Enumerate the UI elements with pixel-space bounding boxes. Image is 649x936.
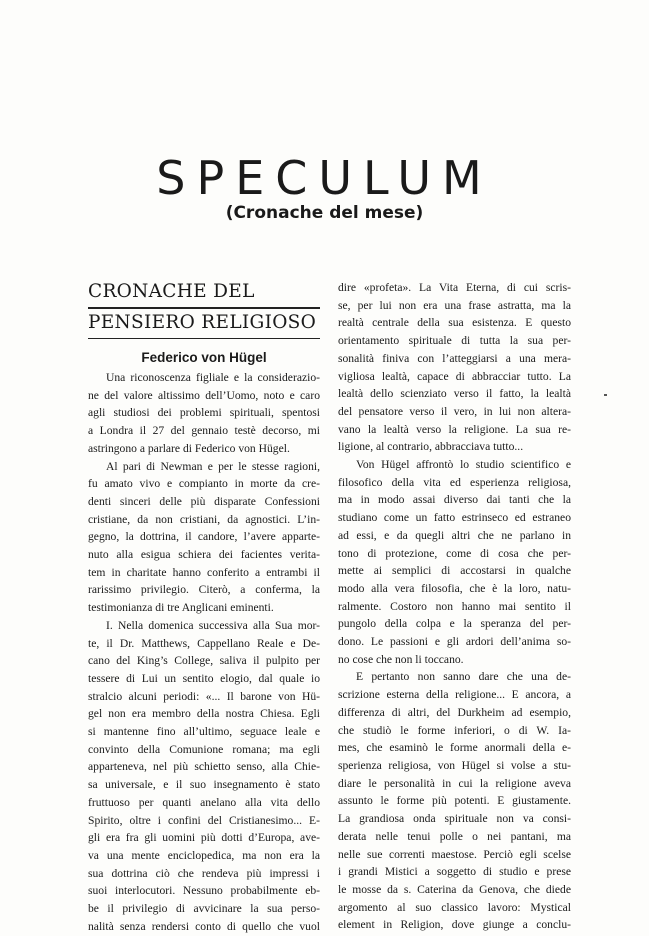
text-line: Spirito, oltre i confini del Cristianesimo... E-	[88, 813, 320, 827]
text-line: filosofico della vita ed esperienza religiosa,	[338, 475, 571, 489]
text-line: ralmente. Costoro non hanno mai sentito il	[338, 599, 571, 613]
text-line: modo alla vera filosofia, che è la loro, natu-	[338, 581, 571, 595]
text-line: si mantenne fino all’ultimo, seguace leale e	[88, 725, 320, 739]
text-line: diare le personalità in cui la religione aveva	[338, 776, 571, 790]
text-line: orientamento spirituale di tutta la sua per-	[338, 334, 571, 348]
text-line: che studiò le forme inferiori, o di W. Ia-	[338, 723, 571, 737]
text-line: a Londra il 27 del gennaio testè decorso, mi	[88, 424, 320, 438]
text-line: be il privilegio di avvicinare la sua perso-	[88, 902, 320, 916]
text-line: sperienza religiosa, von Hügel si volse a stu-	[338, 758, 571, 772]
text-line: nelle sue correnti maestose. Perciò egli scelse	[338, 847, 571, 861]
paragraph	[338, 668, 571, 934]
text-line: E pertanto non sanno dare che una de-	[356, 670, 571, 684]
text-line: La grandiosa onda spirituale non va consi-	[338, 812, 571, 826]
text-line: tessere di Lui un sentito elogio, dal quale io	[88, 671, 320, 685]
text-line: fruttuoso per quanti anelano alla vita dello	[88, 795, 320, 809]
right-column	[338, 279, 571, 934]
text-line: mes, che esaminò le forme anormali della e-	[338, 741, 571, 755]
paragraph	[338, 279, 571, 456]
text-line: lealtà dello scienziato verso il fatto, la lealtà	[338, 387, 571, 401]
article-title: Federico von Hügel	[141, 350, 267, 365]
text-line: derata nelle tenui polle o nei pantani, ma	[338, 829, 571, 843]
text-line: suoi interlocutori. Nessuno probabilmente eb-	[88, 884, 320, 898]
text-line: ad essi, e da quegli altri che ne parlano in	[338, 528, 571, 542]
text-line: stralcio alcuni periodi: «... Il barone von Hü-	[88, 689, 320, 703]
text-line: sa universale, e il suo insegnamento è stato	[88, 778, 320, 792]
text-line: i grandi Mistici a soggetto di studio e prese	[338, 865, 571, 879]
text-line: le mosse da s. Caterina da Genova, che diede	[338, 882, 571, 896]
text-line: denti sinceri delle più disparate Confessioni	[88, 494, 320, 508]
page-title: SPECULUM	[156, 151, 493, 205]
text-line: testimonianza di tre Anglicani eminenti.	[88, 601, 274, 615]
text-line: ne del valore altissimo dell’Uomo, noto e caro	[88, 388, 320, 402]
text-line: tono di protezione, come di cosa che per-	[338, 546, 571, 560]
text-line: nuto alla esigua schiera dei facientes veritа-	[88, 548, 320, 562]
text-line: vano la lealtà verso la religione. La sua re-	[338, 422, 571, 436]
text-line: element in Religion, dove giunge a conclu-	[338, 918, 571, 932]
text-line: pungolo della colpa e la speranza del per-	[338, 617, 571, 631]
text-line: scrizione esterna della religione... E ancora, a	[338, 688, 571, 702]
heading-rule-top	[88, 307, 320, 309]
text-line: gegno, la dottrina, il candore, l’avere apparte-	[88, 530, 320, 544]
margin-mark	[604, 394, 607, 396]
section-heading-line2: PENSIERO RELIGIOSO	[88, 311, 317, 333]
text-line: fu amato vivo e compianto in morte da cre-	[88, 477, 320, 491]
text-line: vigliosa lealtà, capace di abbracciar tutto. La	[338, 369, 571, 383]
text-line: del pensatore verso il vero, in lui non altera-	[338, 404, 571, 418]
text-line: sua dottrina ciò che rendeva più impressi i	[88, 866, 320, 880]
text-line: assunto le forme più potenti. E giustamente.	[338, 794, 571, 808]
text-line: Von Hügel affrontò lo studio scientifico e	[356, 458, 571, 472]
text-line: cristiane, da non cristiani, da agnostici. L’in-	[88, 512, 320, 526]
text-line: realtà centrale della sua esistenza. E questo	[338, 316, 571, 330]
text-line: agli studiosi dei problemi spirituali, spentosi	[88, 406, 320, 420]
text-line: Al pari di Newman e per le stesse ragioni,	[106, 459, 320, 473]
text-line: no cose che non li toccano.	[338, 652, 464, 666]
text-line: argomento al suo classico lavoro: Mystical	[338, 900, 571, 914]
paragraph	[88, 617, 320, 936]
text-line: mette ai semplici di accostarsi in qualche	[338, 564, 571, 578]
text-line: dire «profeta». La Vita Eterna, di cui scris-	[338, 281, 571, 294]
text-line: astringono a parlare di Federico von Hügel.	[88, 441, 290, 455]
text-line: ma in modo assai diverso dai tanti che la	[338, 493, 571, 507]
left-column-text	[88, 369, 320, 936]
text-line: se, per lui non era una frase astratta, ma la	[338, 298, 571, 312]
page-subtitle: (Cronache del mese)	[225, 203, 424, 223]
text-line: studiano come un fatto estrinseco ed estraneo	[338, 511, 571, 525]
text-line: apparteneva, nel più schietto senso, alla Chie-	[88, 760, 320, 774]
text-line: cano del King’s College, saliva il pulpito per	[88, 654, 320, 668]
text-line: rarissimo privilegio. Citerò, a conferma, la	[88, 583, 320, 597]
text-line: te, il Dr. Matthews, Cappellano Reale e De-	[88, 636, 320, 650]
text-line: Una riconoscenza figliale e la considerazio-	[106, 371, 320, 384]
text-line: va una mente enciclopedica, ma non era la	[88, 848, 320, 862]
text-line: gli era fra gli uomini più dotti d’Europa, ave-	[88, 831, 320, 845]
text-line: gel non era membro della nostra Chiesa. Egli	[88, 707, 320, 721]
text-line: sonalità finiva con l’atteggiarsi a una mera-	[338, 351, 571, 365]
text-line: tem in charitate hanno conferito a entrambi il	[88, 565, 320, 579]
text-line: nalità senza rendersi conto di quello che vuol	[88, 919, 320, 933]
paragraph	[338, 456, 571, 668]
left-column	[88, 279, 320, 936]
paragraph	[88, 369, 320, 458]
right-column-text	[338, 279, 571, 934]
text-line: ligione, al contrario, abbracciava tutto...	[338, 440, 524, 454]
text-line: dono. Le passioni e gli ardori dell’anima so-	[338, 635, 571, 649]
text-line: differenza di altri, del Durkheim ad esempio,	[338, 705, 571, 719]
text-line: convinto della Comunione romana; ma egli	[88, 742, 320, 756]
paragraph	[88, 458, 320, 617]
text-line: I. Nella domenica successiva alla Sua mor-	[106, 618, 320, 632]
heading-rule-bottom	[88, 338, 320, 340]
section-heading-line1: CRONACHE DEL	[88, 281, 255, 302]
